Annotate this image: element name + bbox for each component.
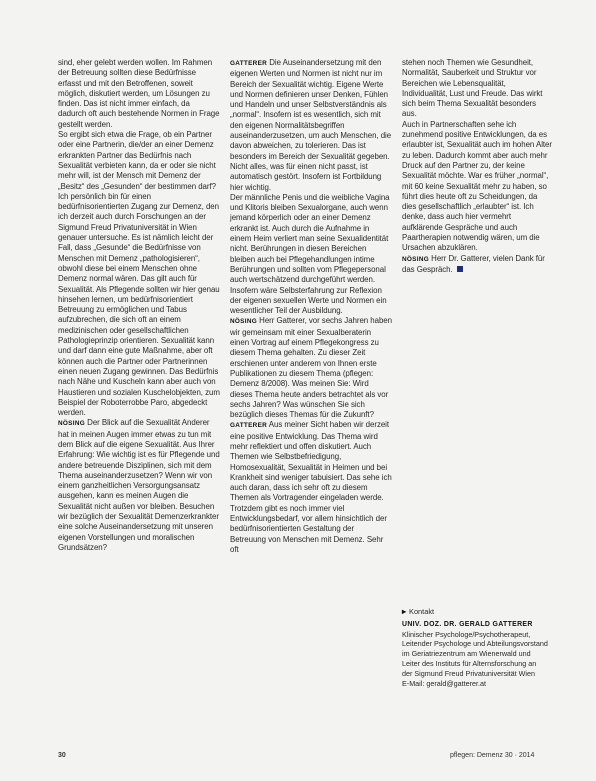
contact-line: Leitender Psychologe und Abteilungsvorstand (402, 639, 548, 649)
paragraph-text: Der männliche Penis und die weibliche Vagina und Klitoris bleiben Sexualorgane, auch wenn jemand körperlich oder an einer Demenz erkrankt ist. Auch durch die Aufnahme in einem Heim verliert man seine Sexualidentität nicht. Berührungen in diesen Bereichen bleiben auch bei Pflegehandlungen intime Berührungen und sollten vom Pflegepersonal auch wertschätzend durchgeführt werden. Insofern wäre Selbsterfahrung zur Reflexion der eigenen sexuellen Werte und Normen ein wesentlicher Teil der Ausbildung. (230, 192, 390, 316)
paragraph-text: Herr Dr. Gatterer, vielen Dank für das Gespräch. (402, 253, 545, 274)
contact-line: der Sigmund Freud Privatuniversität Wien (402, 668, 536, 678)
paragraph-text: Auch in Partnerschaften sehe ich zunehmend positive Entwicklungen, da es erlaubter ist, Sexualität auch im hohen Alter zu leben. Dadurch kommt aber auch mehr Druck auf den Partner zu, der keine Sexualität möchte. War es früher „normal“, mit 60 keine Sexualität mehr zu haben, so führt dies heute oft zu Scheidungen, da dies gesellschaftlich „erlaubter“ ist. Ich denke, dass auch hier vermehrt aufklärende Gespräche und auch Paartherapien notwendig wären, um die Ursachen abzuklären. (402, 119, 552, 253)
article-paragraph (58, 418, 220, 553)
article-paragraph (58, 130, 220, 418)
speaker-label: GATTERER (230, 60, 268, 67)
article-paragraph (230, 420, 392, 555)
article-paragraph (402, 58, 552, 120)
end-of-article-icon (457, 266, 463, 272)
speaker-label: GATTERER (230, 422, 268, 430)
paragraph-text: Herr Gatterer, vor sechs Jahren haben wir gemeinsam mit einer Sexualberaterin einen Vortrag auf einem Pflegekongress zu diesem Thema gehalten. Zu dieser Zeit erschienen unter anderem von Ihnen erste Publikationen zu diesem Thema (pflegen: Demenz 8/2008). Was meinen Sie: Wird dieses Thema heute anders betrachtet als vor sechs Jahren? Was wünschen Sie sich bezüglich dieses Themas für die Zukunft? (230, 316, 392, 420)
paragraph-text: stehen noch Themen wie Gesundheit, Normalität, Sauberkeit und Struktur vor Bereichen wie Lebensqualität, Individualität, Lust und Freude. Das wirkt sich beim Thema Sexualität besonders aus. (402, 58, 543, 119)
speaker-label: NÖSING (58, 420, 86, 428)
contact-heading (402, 607, 562, 617)
article-paragraph (230, 316, 392, 420)
speaker-label: NÖSING (230, 318, 258, 326)
contact-line: Leiter des Instituts für Alternsforschung an (402, 658, 537, 668)
article-paragraph (230, 193, 392, 317)
contact-label: Kontakt (409, 607, 435, 616)
journal-footer: pflegen: Demenz 30 · 2014 (450, 752, 535, 759)
paragraph-text: Der Blick auf die Sexualität Anderer hat in meinen Augen immer etwas zu tun mit dem Blick auf die eigene Sexualität. Aus Ihrer Erfahrung: Wie wichtig ist es für Pflegende und andere betreuende Disziplinen, sich mit dem Thema auseinanderzusetzen? Wenn wir von einem ganzheitlichen Versorgungsansatz ausgehen, kann es meinen Augen die Sexualität nicht außen vor bleiben. Besuchen wir bezüglich der Sexualität Demenzerkrankter eine solche Auseinandersetzung mit unseren eigenen Vorstellungen und moralischen Grundsätzen? (58, 418, 220, 552)
text-column-3 (402, 58, 552, 275)
paragraph-text: Die Auseinandersetzung mit den eigenen Werten und Normen ist nicht nur im Bereich der Sexualität wichtig. Eigene Werte und Normen definieren unser Denken, Fühlen und Handeln und unser Selbstverständnis als „normal“. Insofern ist es wesentlich, sich mit den eigenen Normalitätsbegriffen auseinanderzusetzen, um auch Menschen, die davon abweichen, zu tolerieren. Das ist besonders im Bereich der Sexualität gegeben. Nicht alles, was für einen nicht passt, ist automatisch gestört. Insofern ist Fortbildung hier wichtig. (230, 58, 392, 192)
article-paragraph (402, 120, 552, 254)
contact-name: UNIV. DOZ. DR. GERALD GATTERER (402, 620, 533, 628)
contact-box (402, 607, 562, 688)
contact-email[interactable]: E-Mail: gerald@gatterer.at (402, 678, 486, 688)
arrow-right-icon: ▸ (402, 607, 407, 616)
article-paragraph (402, 254, 552, 276)
article-paragraph (230, 58, 392, 193)
speaker-label: NÖSING (402, 255, 430, 263)
contact-line: im Geriatriezentrum am Wienerwald und (402, 649, 531, 659)
article-paragraph (58, 58, 220, 130)
text-column-1 (58, 58, 220, 553)
contact-line: Klinischer Psychologe/Psychotherapeut, (402, 629, 531, 639)
text-column-2 (230, 58, 392, 555)
paragraph-text: sind, eher gelebt werden wollen. Im Rahmen der Betreuung sollten diese Bedürfnisse erfasst und mit den Betroffenen, soweit möglich, diskutiert werden, um Lösungen zu finden. Das ist nicht immer einfach, da dadurch oft auch bestehende Normen in Frage gestellt werden. (58, 58, 220, 129)
paragraph-text: So ergibt sich etwa die Frage, ob ein Partner oder eine Partnerin, die/der an einer Demenz erkrankten Partner das Bedürfnis nach Sexualität verbieten kann, da er oder sie nicht mehr will, ist der Mensch mit Demenz der „Besitz“ des „Gesunden“ der bestimmen darf? Ich persönlich bin für einen bedürfnisorientierten Zugang zur Demenz, den ich derzeit auch durch Forschungen an der Sigmund Freud Privatuniversität in Wien genauer untersuche. Es ist nämlich leicht der Fall, dass „Gesunde“ die Bedürfnisse von Menschen mit Demenz „pathologisieren“, obwohl diese bei einem Menschen ohne Demenz normal wären. Das gilt auch für Sexualität. Als Pflegende sollten wir hier genau hinsehen lernen, um bedürfnisorientiert Betreuung zu ermöglichen und Tabus aufzubrechen, die sich oft an einem medizinischen oder gesellschaftlichen Pathologieprinzip orientieren. Sexualität kann und darf dann eine gute Maßnahme, aber oft können auch die Partner oder Partnerinnen einen neuen Zugang gewinnen. Das Bedürfnis nach Nähe und Kuscheln kann aber auch von Haustieren und sozialen Kuschelobjekten, zum Beispiel der Roboterrobbe Paro, abgedeckt werden. (58, 130, 220, 418)
page-number: 30 (58, 752, 66, 759)
paragraph-text: Aus meiner Sicht haben wir derzeit eine positive Entwicklung. Das Thema wird mehr reflektiert und offen diskutiert. Auch Themen wie Selbstbefriedigung, Homosexualität, Sexualität in Heimen und bei Krankheit sind weniger tabuisiert. Das sehe ich auch daran, dass ich sehr oft zu diesem Themen als Vortragender eingeladen werde. Trotzdem gibt es noch immer viel Entwicklungsbedarf, vor allem hinsichtlich der bedürfnisorientierten Gestaltung der Betreuung von Menschen mit Demenz. Sehr oft (230, 420, 392, 554)
